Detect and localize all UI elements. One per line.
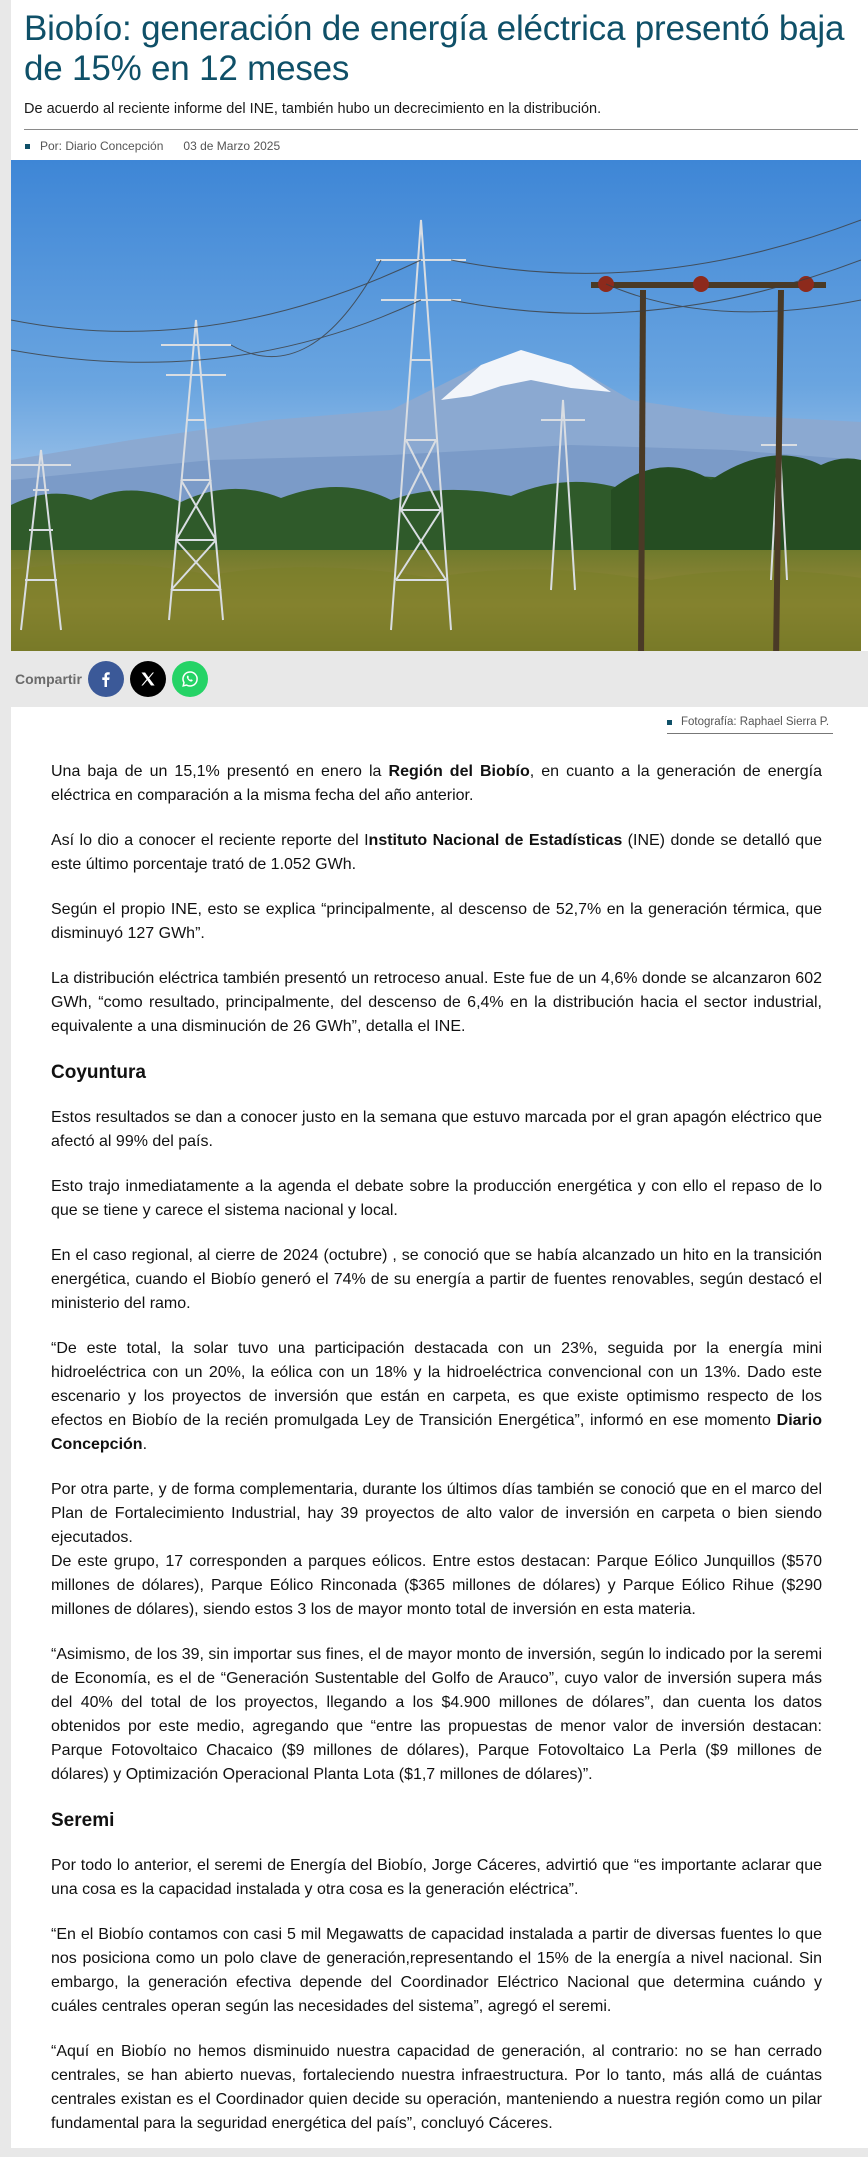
article-body bbox=[51, 760, 822, 2157]
photo-credit-row bbox=[11, 707, 868, 753]
facebook-share-button[interactable] bbox=[88, 661, 124, 697]
publish-date: 03 de Marzo 2025 bbox=[183, 139, 281, 153]
whatsapp-icon bbox=[181, 670, 199, 688]
whatsapp-share-button[interactable] bbox=[172, 661, 208, 697]
facebook-icon bbox=[98, 671, 114, 687]
x-share-button[interactable] bbox=[130, 661, 166, 697]
paragraph: “De este total, la solar tuvo una participación destacada con un 23%, seguida por la energía mini hidroeléctrica con un 20%, la eólica con un 18% y la hidroeléctrica convencional con un 13%. Dado este escenario y los proyectos de inversión que están en carpeta, es que existe optimismo respecto de los efectos en Biobío de la recién promulgada Ley de Transición Energética”, informó en ese momento Diario Concepción. bbox=[51, 1340, 822, 1453]
paragraph: En el caso regional, al cierre de 2024 (octubre) , se conoció que se había alcanzado un hito en la transición energética, cuando el Biobío generó el 74% de su energía a partir de fuentes renovables, según destacó el ministerio del ramo. bbox=[51, 1247, 822, 1312]
paragraph: Según el propio INE, esto se explica “principalmente, al descenso de 52,7% en la generación térmica, que disminuyó 127 GWh”. bbox=[51, 901, 822, 942]
paragraph: Estos resultados se dan a conocer justo en la semana que estuvo marcada por el gran apagón eléctrico que afectó al 99% del país. bbox=[51, 1109, 822, 1150]
square-bullet-icon bbox=[25, 144, 30, 149]
section-heading: Coyuntura bbox=[51, 1062, 146, 1083]
paragraph: La distribución eléctrica también presentó un retroceso anual. Este fue de un 4,6% donde se alcanzaron 602 GWh, “como resultado, principalmente, del descenso de 6,4% en la distribución hacia el sector industrial, equivalente a una disminución de 26 GWh”, detalla el INE. bbox=[51, 970, 822, 1035]
subtitle: De acuerdo al reciente informe del INE, también hubo un decrecimiento en la distribución. bbox=[24, 101, 602, 117]
square-bullet-icon bbox=[667, 720, 672, 725]
share-label: Compartir bbox=[15, 671, 82, 687]
photo-credit-text: Fotografía: Raphael Sierra P. bbox=[681, 716, 830, 728]
paragraph: Esto trajo inmediatamente a la agenda el debate sobre la producción energética y con ello el repaso de lo que se tiene y carece el sistema nacional y local. bbox=[51, 1178, 822, 1219]
paragraph: “Aquí en Biobío no hemos disminuido nuestra capacidad de generación, al contrario: no se han cerrado centrales, se han abierto nuevas, fortaleciendo nuestra infraestructura. Por lo tanto, más allá de cuántas centrales existan es el Coordinador quien decide su operación, manteniendo a nuestra región como un pilar fundamental para la seguridad energética del país”, concluyó Cáceres. bbox=[51, 2043, 822, 2132]
article-page bbox=[11, 0, 868, 2148]
paragraph: Por otra parte, y de forma complementaria, durante los últimos días también se conoció que en el marco del Plan de Fortalecimiento Industrial, hay 39 proyectos de alto valor de inversión en carpeta o bien siendo ejecutados. De este grupo, 17 corresponden a parques eólicos. Entre estos destacan: Parque Eólico Junquillos ($570 millones de dólares), Parque Eólico Rinconada ($365 millones de dólares) y Parque Eólico Rihue ($290 millones de dólares), siendo estos 3 los de mayor monto total de inversión en esta materia. bbox=[51, 1481, 822, 1618]
section-heading: Seremi bbox=[51, 1810, 115, 1831]
paragraph: Por todo lo anterior, el seremi de Energía del Biobío, Jorge Cáceres, advirtió que “es importante aclarar que una cosa es la capacidad instalada y otra cosa es la generación eléctrica”. bbox=[51, 1857, 822, 1898]
hero-image bbox=[11, 160, 861, 660]
power-lines-photo bbox=[11, 160, 861, 660]
paragraph: “Asimismo, de los 39, sin importar sus fines, el de mayor monto de inversión, según lo indicado por la seremi de Economía, es el de “Generación Sustentable del Golfo de Arauco”, cuyo valor de inversión supera más del 40% del total de los proyectos, llegando a los $4.900 millones de dólares”, dan cuenta los datos obtenidos por este medio, agregando que “entre las propuestas de menor valor de inversión destacan: Parque Fotovoltaico Chacaico ($9 millones de dólares), Parque Fotovoltaico La Perla ($9 millones de dólares) y Optimización Operacional Planta Lota ($1,7 millones de dólares)”. bbox=[51, 1646, 823, 1783]
article-meta bbox=[24, 129, 858, 155]
article-header bbox=[11, 0, 868, 155]
photo-credit bbox=[667, 716, 833, 734]
share-bar bbox=[0, 651, 868, 707]
paragraph: “En el Biobío contamos con casi 5 mil Megawatts de capacidad instalada a partir de diversas fuentes lo que nos posiciona como un polo clave de generación,representando el 15% de la energía a nivel nacional. Sin embargo, la generación efectiva depende del Coordinador Eléctrico Nacional que determina cuándo y cuáles centrales operan según las necesidades del sistema”, agregó el seremi. bbox=[51, 1926, 822, 2015]
paragraph: Una baja de un 15,1% presentó en enero la Región del Biobío, en cuanto a la generación de energía eléctrica en comparación a la misma fecha del año anterior. bbox=[51, 763, 822, 804]
paragraph: Así lo dio a conocer el reciente reporte del Instituto Nacional de Estadísticas (INE) donde se detalló que este último porcentaje trató de 1.052 GWh. bbox=[51, 832, 822, 873]
author: Por: Diario Concepción bbox=[40, 139, 164, 153]
headline: Biobío: generación de energía eléctrica presentó baja de 15% en 12 meses bbox=[24, 9, 845, 88]
x-icon bbox=[140, 671, 156, 687]
